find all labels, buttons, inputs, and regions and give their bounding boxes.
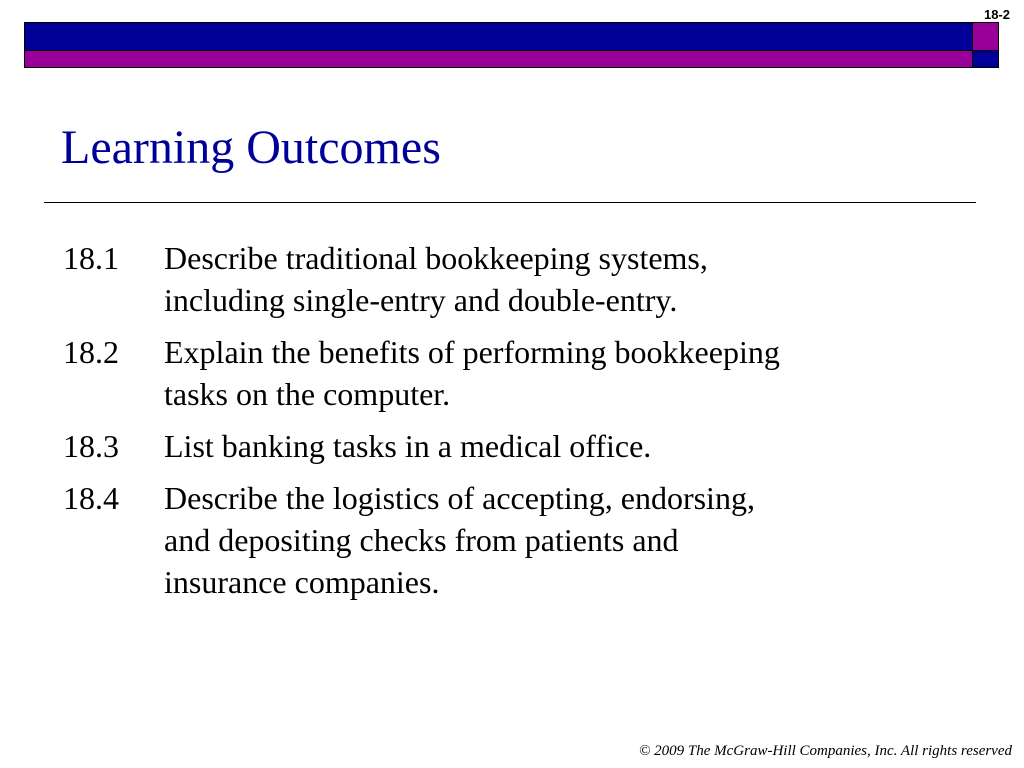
banner-purple-square — [972, 23, 998, 50]
outcome-text: Explain the benefits of performing bookkeeping tasks on the computer. — [164, 334, 780, 412]
outcome-item — [63, 331, 963, 415]
page-title: Learning Outcomes — [61, 121, 441, 174]
banner-navy-square — [972, 51, 998, 67]
copyright-notice: © 2009 The McGraw-Hill Companies, Inc. All rights reserved — [638, 743, 1012, 759]
outcome-number: 18.1 — [63, 240, 119, 276]
outcome-number: 18.3 — [63, 428, 119, 464]
banner-top-row — [25, 23, 998, 50]
banner-purple-bar — [25, 51, 972, 67]
banner-navy-bar — [25, 23, 972, 50]
outcome-item — [63, 425, 963, 467]
header-banner — [24, 22, 999, 68]
outcome-item — [63, 477, 963, 603]
outcome-number: 18.2 — [63, 334, 119, 370]
outcome-item — [63, 237, 963, 321]
learning-outcomes-list — [63, 237, 963, 613]
outcome-text: Describe the logistics of accepting, endorsing, and depositing checks from patients and insurance companies. — [164, 480, 755, 600]
title-divider — [44, 202, 976, 203]
banner-bottom-row — [25, 50, 998, 67]
outcome-number: 18.4 — [63, 480, 119, 516]
outcome-text: Describe traditional bookkeeping systems, including single-entry and double-entry. — [164, 240, 708, 318]
outcome-text: List banking tasks in a medical office. — [164, 428, 652, 464]
slide-number: 18-2 — [983, 7, 1010, 22]
